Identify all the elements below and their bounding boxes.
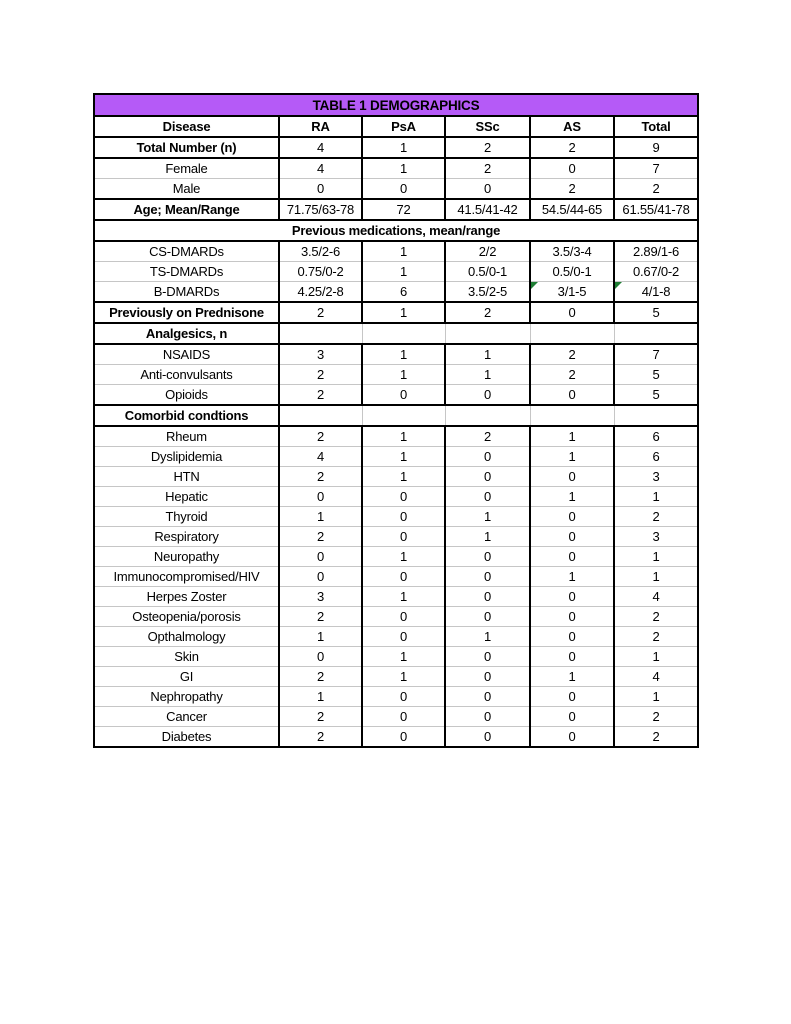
cell: 4: [279, 447, 362, 467]
cell: 1: [279, 627, 362, 647]
cell: 4: [614, 587, 698, 607]
cell: 2: [530, 365, 614, 385]
cell: 2: [614, 507, 698, 527]
cell: 3: [614, 467, 698, 487]
cell: 0: [445, 487, 530, 507]
cell: 1: [279, 687, 362, 707]
cell: 0: [530, 647, 614, 667]
cell: 3: [279, 587, 362, 607]
table-row: [94, 302, 698, 323]
cell: 1: [362, 547, 445, 567]
table-row: [94, 487, 698, 507]
column-header-row: [94, 116, 698, 137]
row-label: B-DMARDs: [94, 282, 279, 303]
cell: 4: [614, 667, 698, 687]
table-row: [94, 727, 698, 748]
cell: 3.5/3-4: [530, 241, 614, 262]
cell: 1: [445, 344, 530, 365]
cell: 4: [279, 158, 362, 179]
table-row: [94, 507, 698, 527]
cell: 3/1-5: [530, 282, 614, 303]
cell: 0: [445, 647, 530, 667]
cell: 0: [279, 487, 362, 507]
col-header-disease: Disease: [94, 116, 279, 137]
cell: 0: [362, 727, 445, 748]
cell: 2: [614, 179, 698, 200]
cell: 1: [614, 687, 698, 707]
cell: 2/2: [445, 241, 530, 262]
cell: 2: [445, 302, 530, 323]
cell: 2: [530, 344, 614, 365]
row-label: Respiratory: [94, 527, 279, 547]
cell: 1: [530, 426, 614, 447]
cell: 61.55/41-78: [614, 199, 698, 220]
cell: 0: [362, 607, 445, 627]
cell: 6: [362, 282, 445, 303]
table-row: [94, 627, 698, 647]
col-header-ra: RA: [279, 116, 362, 137]
error-flag-icon: [531, 282, 538, 289]
row-label: Comorbid condtions: [94, 405, 279, 426]
table-row: [94, 647, 698, 667]
cell: 0: [445, 587, 530, 607]
cell: 0: [530, 607, 614, 627]
row-label: GI: [94, 667, 279, 687]
row-label: Previously on Prednisone: [94, 302, 279, 323]
table-row: [94, 199, 698, 220]
row-label: Nephropathy: [94, 687, 279, 707]
cell: 0: [445, 687, 530, 707]
section-span-label: Previous medications, mean/range: [94, 220, 698, 241]
cell: [614, 323, 698, 344]
cell: 2: [279, 302, 362, 323]
cell: 2: [279, 467, 362, 487]
cell: 2: [445, 158, 530, 179]
table-row: [94, 467, 698, 487]
cell: 41.5/41-42: [445, 199, 530, 220]
cell: 3.5/2-6: [279, 241, 362, 262]
cell: 1: [362, 426, 445, 447]
cell: 5: [614, 302, 698, 323]
cell: 1: [445, 507, 530, 527]
table-row: [94, 220, 698, 241]
cell: 0.67/0-2: [614, 262, 698, 282]
table-row: [94, 607, 698, 627]
cell: 1: [614, 487, 698, 507]
table-row: [94, 426, 698, 447]
cell: [362, 323, 445, 344]
cell: 1: [362, 587, 445, 607]
cell: 4/1-8: [614, 282, 698, 303]
cell: 4.25/2-8: [279, 282, 362, 303]
cell: 0: [445, 547, 530, 567]
row-label: Age; Mean/Range: [94, 199, 279, 220]
table-title: TABLE 1 DEMOGRAPHICS: [94, 94, 698, 116]
cell: 1: [362, 447, 445, 467]
cell: 2: [530, 179, 614, 200]
row-label: NSAIDS: [94, 344, 279, 365]
cell: 1: [362, 667, 445, 687]
cell: 0: [445, 179, 530, 200]
cell: 2: [445, 137, 530, 158]
row-label: Opthalmology: [94, 627, 279, 647]
cell: 2: [279, 385, 362, 406]
cell: 0: [445, 707, 530, 727]
cell: 2: [614, 727, 698, 748]
cell: 3: [614, 527, 698, 547]
row-label: Female: [94, 158, 279, 179]
cell: 0: [279, 179, 362, 200]
table-row: [94, 667, 698, 687]
cell: 2: [279, 727, 362, 748]
table-row: [94, 241, 698, 262]
row-label: Neuropathy: [94, 547, 279, 567]
cell: 1: [614, 567, 698, 587]
cell: 5: [614, 385, 698, 406]
cell: [530, 405, 614, 426]
row-label: Immunocompromised/HIV: [94, 567, 279, 587]
cell: 0: [530, 687, 614, 707]
cell: 1: [530, 447, 614, 467]
cell: 0: [279, 647, 362, 667]
cell: 0: [362, 707, 445, 727]
cell: 2: [279, 707, 362, 727]
cell: 0: [530, 587, 614, 607]
cell: 0: [362, 507, 445, 527]
cell: 1: [445, 627, 530, 647]
row-label: Diabetes: [94, 727, 279, 748]
table-row: [94, 344, 698, 365]
cell: 0: [445, 467, 530, 487]
row-label: Osteopenia/porosis: [94, 607, 279, 627]
cell: 0: [530, 527, 614, 547]
table-row: [94, 527, 698, 547]
cell: 1: [362, 365, 445, 385]
row-label: HTN: [94, 467, 279, 487]
cell: 1: [362, 467, 445, 487]
cell: 0: [362, 487, 445, 507]
cell: 1: [362, 344, 445, 365]
cell: 1: [614, 547, 698, 567]
cell: [445, 323, 530, 344]
cell: 9: [614, 137, 698, 158]
row-label: Male: [94, 179, 279, 200]
cell: 0: [279, 547, 362, 567]
table-row: [94, 282, 698, 303]
table-row: [94, 547, 698, 567]
col-header-psa: PsA: [362, 116, 445, 137]
title-row: [94, 94, 698, 116]
cell: 1: [362, 158, 445, 179]
cell: 3: [279, 344, 362, 365]
cell: 2: [279, 426, 362, 447]
table-row: [94, 447, 698, 467]
cell: 1: [530, 667, 614, 687]
table-row: [94, 405, 698, 426]
cell: 0: [530, 302, 614, 323]
demographics-table: [93, 93, 699, 748]
cell: 2: [279, 527, 362, 547]
row-label: Total Number (n): [94, 137, 279, 158]
cell: 0: [445, 607, 530, 627]
cell: 0: [362, 527, 445, 547]
cell: 0: [445, 385, 530, 406]
cell: 71.75/63-78: [279, 199, 362, 220]
cell: 2: [445, 426, 530, 447]
table-body: [94, 94, 698, 747]
cell: 1: [279, 507, 362, 527]
cell: 0: [530, 707, 614, 727]
cell: 1: [362, 262, 445, 282]
table-row: [94, 385, 698, 406]
table-row: [94, 179, 698, 200]
cell: 0: [530, 547, 614, 567]
cell: 0: [362, 567, 445, 587]
cell: [445, 405, 530, 426]
cell: 2: [279, 365, 362, 385]
cell: 0.75/0-2: [279, 262, 362, 282]
cell: 2: [530, 137, 614, 158]
cell: 0: [445, 667, 530, 687]
cell: 1: [362, 137, 445, 158]
row-label: Hepatic: [94, 487, 279, 507]
cell: 0.5/0-1: [530, 262, 614, 282]
row-label: Opioids: [94, 385, 279, 406]
cell: 0: [445, 727, 530, 748]
cell: 1: [362, 302, 445, 323]
table-row: [94, 707, 698, 727]
cell: 1: [445, 365, 530, 385]
row-label: Cancer: [94, 707, 279, 727]
cell: 7: [614, 344, 698, 365]
table-row: [94, 158, 698, 179]
cell: 2: [614, 607, 698, 627]
cell: 3.5/2-5: [445, 282, 530, 303]
cell: [614, 405, 698, 426]
table-row: [94, 323, 698, 344]
cell: 0: [530, 727, 614, 748]
cell: 0: [362, 687, 445, 707]
cell: 1: [445, 527, 530, 547]
row-label: Rheum: [94, 426, 279, 447]
row-label: TS-DMARDs: [94, 262, 279, 282]
cell: 0: [362, 627, 445, 647]
cell: [279, 323, 362, 344]
cell: 2: [279, 667, 362, 687]
table-row: [94, 587, 698, 607]
cell: [279, 405, 362, 426]
row-label: CS-DMARDs: [94, 241, 279, 262]
cell: 0: [530, 385, 614, 406]
cell: 0: [362, 179, 445, 200]
table-row: [94, 687, 698, 707]
cell: 0: [279, 567, 362, 587]
cell: [530, 323, 614, 344]
row-label: Thyroid: [94, 507, 279, 527]
cell: 5: [614, 365, 698, 385]
cell: 0.5/0-1: [445, 262, 530, 282]
table-row: [94, 567, 698, 587]
error-flag-icon: [615, 282, 622, 289]
cell: 2: [614, 627, 698, 647]
cell: 2.89/1-6: [614, 241, 698, 262]
cell: 1: [530, 487, 614, 507]
cell: 7: [614, 158, 698, 179]
cell: 54.5/44-65: [530, 199, 614, 220]
cell: 2: [614, 707, 698, 727]
col-header-total: Total: [614, 116, 698, 137]
cell: 4: [279, 137, 362, 158]
cell: 0: [362, 385, 445, 406]
cell: 0: [530, 467, 614, 487]
cell: 72: [362, 199, 445, 220]
cell: 1: [362, 647, 445, 667]
col-header-as: AS: [530, 116, 614, 137]
cell: 1: [614, 647, 698, 667]
cell: 6: [614, 447, 698, 467]
cell: [362, 405, 445, 426]
row-label: Analgesics, n: [94, 323, 279, 344]
cell: 6: [614, 426, 698, 447]
cell: 2: [279, 607, 362, 627]
row-label: Dyslipidemia: [94, 447, 279, 467]
col-header-ssc: SSc: [445, 116, 530, 137]
cell: 0: [530, 158, 614, 179]
cell: 0: [530, 507, 614, 527]
cell: 0: [445, 567, 530, 587]
cell: 0: [445, 447, 530, 467]
row-label: Anti-convulsants: [94, 365, 279, 385]
table-row: [94, 365, 698, 385]
cell: 1: [362, 241, 445, 262]
cell: 1: [530, 567, 614, 587]
cell: 0: [530, 627, 614, 647]
row-label: Herpes Zoster: [94, 587, 279, 607]
row-label: Skin: [94, 647, 279, 667]
table-row: [94, 137, 698, 158]
table-row: [94, 262, 698, 282]
